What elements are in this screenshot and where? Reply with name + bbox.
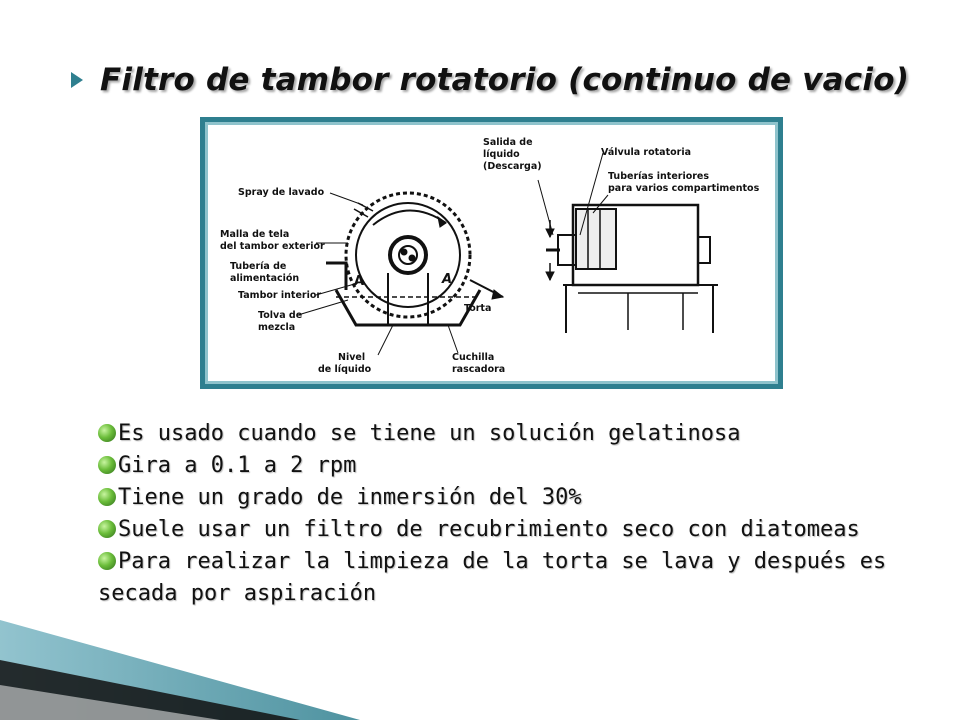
- diagram-svg: [208, 125, 775, 381]
- bullet-item: [98, 450, 898, 482]
- rotary-drum-filter-diagram: [205, 122, 778, 384]
- green-sphere-bullet-icon: [98, 424, 116, 442]
- bullet-text: Es usado cuando se tiene un solución gelatinosa: [118, 421, 741, 446]
- bullet-text: Tiene un grado de inmersión del 30%: [118, 485, 582, 510]
- corner-decoration: [0, 600, 360, 720]
- label-a-right: A: [442, 272, 453, 287]
- label-tolva-1: Tolva de: [258, 310, 303, 321]
- label-torta: Torta: [464, 303, 492, 314]
- green-sphere-bullet-icon: [98, 488, 116, 506]
- label-a-left: A: [354, 274, 365, 289]
- label-tuberia-1: Tubería de: [230, 261, 287, 272]
- label-malla-1: Malla de tela: [220, 229, 290, 240]
- bullet-text: Gira a 0.1 a 2 rpm: [118, 453, 357, 478]
- label-cuchilla-1: Cuchilla: [452, 352, 495, 363]
- label-salida-1: Salida de: [483, 137, 533, 148]
- slide-title-row: [70, 62, 909, 98]
- left-leader-lines: [298, 193, 458, 355]
- label-nivel-2: de líquido: [318, 364, 372, 375]
- label-tambor: Tambor interior: [238, 290, 322, 301]
- green-sphere-bullet-icon: [98, 520, 116, 538]
- drum-side-view: [546, 205, 718, 333]
- bullet-item: [98, 418, 898, 450]
- green-sphere-bullet-icon: [98, 552, 116, 570]
- bullet-text: Para realizar la limpieza de la torta se lava y después es secada por aspiración: [98, 549, 887, 606]
- label-tuberias-2: para varios compartimentos: [608, 183, 760, 194]
- label-salida-2: líquido: [483, 149, 520, 160]
- label-tolva-2: mezcla: [258, 322, 296, 333]
- label-cuchilla-2: rascadora: [452, 364, 506, 375]
- label-valvula: Válvula rotatoria: [601, 147, 692, 158]
- label-tuberias-1: Tuberías interiores: [608, 171, 710, 182]
- figure-frame: [200, 117, 783, 389]
- bullet-item: [98, 482, 898, 514]
- green-sphere-bullet-icon: [98, 456, 116, 474]
- bullet-list: [98, 418, 898, 610]
- bullet-item: [98, 514, 898, 546]
- slide-title: Filtro de tambor rotatorio (continuo de vacio): [100, 62, 910, 98]
- label-tuberia-2: alimentación: [230, 273, 300, 284]
- triangle-bullet-icon: [70, 71, 84, 89]
- label-nivel-1: Nivel: [338, 352, 366, 363]
- bullet-text: Suele usar un filtro de recubrimiento seco con diatomeas: [118, 517, 860, 542]
- label-spray: Spray de lavado: [238, 187, 325, 198]
- label-malla-2: del tambor exterior: [220, 241, 325, 252]
- label-salida-3: (Descarga): [483, 161, 542, 172]
